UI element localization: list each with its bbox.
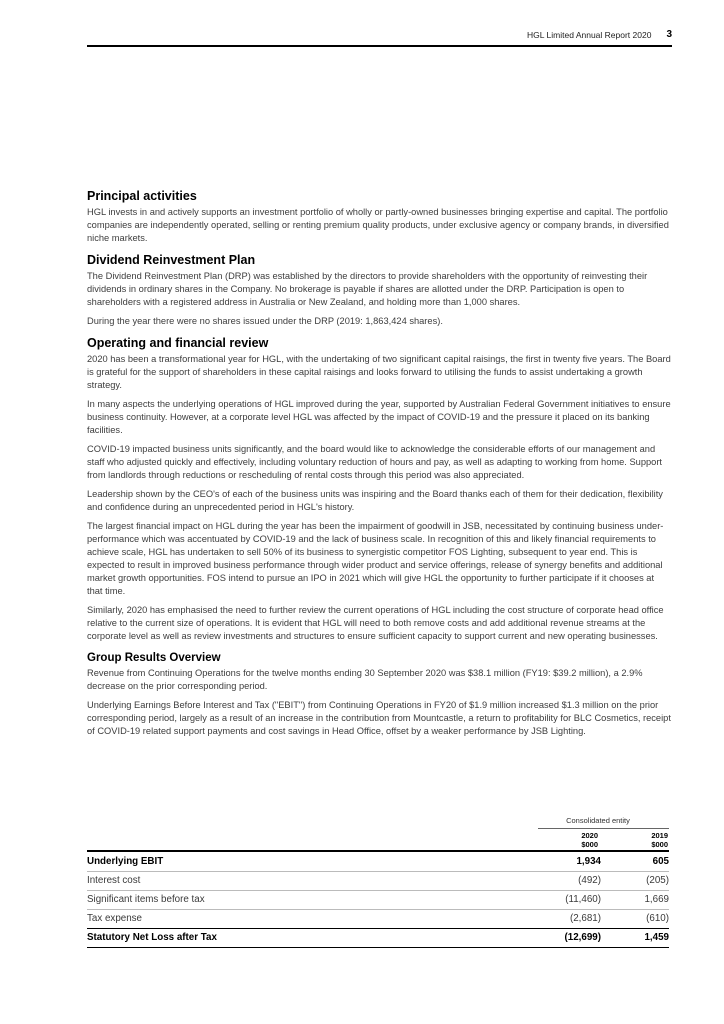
section-heading: Operating and financial review <box>87 336 269 350</box>
section-principal-activities <box>87 189 672 245</box>
section-heading: Dividend Reinvestment Plan <box>87 253 256 267</box>
header-rule <box>87 45 672 47</box>
column-year: 2020 <box>581 831 598 840</box>
paragraph: COVID-19 impacted business units significantly, and the board would like to acknowledge the considerable efforts of our management and staff who adjusted quickly and effectively, including voluntary reduction of hours and pay, as well as adapting to working from home. Support from landlords through reductions or rescheduling of rental costs through this period was also appreciated. <box>87 444 663 480</box>
section-heading: Group Results Overview <box>87 652 221 664</box>
report-title: HGL Limited Annual Report 2020 <box>527 30 652 40</box>
section-heading: Principal activities <box>87 189 197 203</box>
column-header-2020 <box>558 831 598 849</box>
value-2019: 605 <box>652 856 669 867</box>
paragraph: HGL invests in and actively supports an investment portfolio of wholly or partly-owned businesses bringing expertise and capital. The portfolio companies are independently operated, selling or renting premium quality products, under exclusive agency or company brands, in diversified niche markets. <box>87 207 669 243</box>
paragraph: Similarly, 2020 has emphasised the need to further review the current operations of HGL including the cost structure of corporate head office relative to the current size of operations. It is evident that HGL will need to both remove costs and add additional revenue streams at the corporate level as well as review investments and structures to ensure sufficient capacity to support current and new operating businesses. <box>87 605 664 641</box>
paragraph: The Dividend Reinvestment Plan (DRP) was established by the directors to provide shareholders with the opportunity of reinvesting their dividends in ordinary shares in the Company. No brokerage is payable if shares are allotted under the DRP. Participation is open to shareholders with a registered address in Australia or New Zealand, and holding more than 1,000 shares. <box>87 271 648 307</box>
value-2020: (12,699) <box>564 932 601 943</box>
table-row <box>87 891 669 910</box>
paragraph: 2020 has been a transformational year for HGL, with the undertaking of two significant capital raisings, the first in twenty five years. The Board is grateful for the support of shareholders in these capital raisings and looks forward to utilising the funds to assist undertaking a growth strategy. <box>87 354 671 390</box>
value-2019: 1,669 <box>644 894 669 905</box>
value-2020: 1,934 <box>576 856 601 867</box>
value-2019: 1,459 <box>644 932 669 943</box>
page-number: 3 <box>666 29 672 40</box>
paragraph: During the year there were no shares issued under the DRP (2019: 1,863,424 shares). <box>87 316 443 326</box>
column-unit: $000 <box>651 840 668 849</box>
section-group-results <box>87 651 672 738</box>
column-header-2019 <box>628 831 668 849</box>
entity-label: Consolidated entity <box>566 816 630 825</box>
paragraph: Underlying Earnings Before Interest and Tax ("EBIT") from Continuing Operations in FY20 of $1.9 million increased $1.3 million on the prior corresponding period, largely as a result of an increase in the contribution from Mountcastle, a return to profitability for BLC Cosmetics, receipt of COVID-19 related support payments and cost savings in Head Office, offset by a weaker performance by JSB Lighting. <box>87 700 671 736</box>
column-year: 2019 <box>651 831 668 840</box>
paragraph: Leadership shown by the CEO's of each of the business units was inspiring and the Board thanks each of them for their dedication, flexibility and confidence during an unprecedented period in HGL's history. <box>87 489 663 512</box>
row-label: Tax expense <box>87 913 143 924</box>
table-row-total <box>87 929 669 948</box>
paragraph: The largest financial impact on HGL during the year has been the impairment of goodwill in JSB, necessitated by continuing business under-performance which was accentuated by COVID-19 and the lack of business scale. In recognition of this and likely financial requirements to achieve scale, HGL has undertaken to sell 50% of its business to synergistic competitor FOS Lighting, subsequent to year end. This is expected to result in improved business performance through wider product and service offerings, release of synergy benefits and additional market growth opportunities. FOS intend to pursue an IPO in 2021 which will give HGL the opportunity to further participate if it chooses at that time. <box>87 521 664 596</box>
column-unit: $000 <box>581 840 598 849</box>
row-label: Significant items before tax <box>87 894 205 905</box>
row-label: Interest cost <box>87 875 141 886</box>
value-2020: (2,681) <box>569 913 601 924</box>
entity-underline <box>538 828 669 829</box>
section-operating-review <box>87 336 672 643</box>
table-row <box>87 853 669 872</box>
row-divider <box>87 947 669 948</box>
row-label: Statutory Net Loss after Tax <box>87 932 217 943</box>
section-dividend-reinvestment-plan <box>87 253 672 328</box>
table-row <box>87 872 669 891</box>
value-2020: (11,460) <box>565 894 601 905</box>
paragraph: In many aspects the underlying operations of HGL improved during the year, supported by Australian Federal Government initiatives to ensure business continuity. However, at a corporate level HGL was affected by the impact of COVID-19 and the pressure it placed on its banking facilities. <box>87 399 671 435</box>
value-2019: (610) <box>646 913 669 924</box>
paragraph: Revenue from Continuing Operations for the twelve months ending 30 September 2020 was $38.1 million (FY19: $39.2 million), a 2.9% decrease on the prior corresponding period. <box>87 668 643 691</box>
value-2019: (205) <box>646 875 669 886</box>
row-label: Underlying EBIT <box>87 856 164 867</box>
document-body <box>87 189 672 746</box>
table-header-rule <box>87 850 669 852</box>
table-row <box>87 910 669 929</box>
value-2020: (492) <box>578 875 601 886</box>
